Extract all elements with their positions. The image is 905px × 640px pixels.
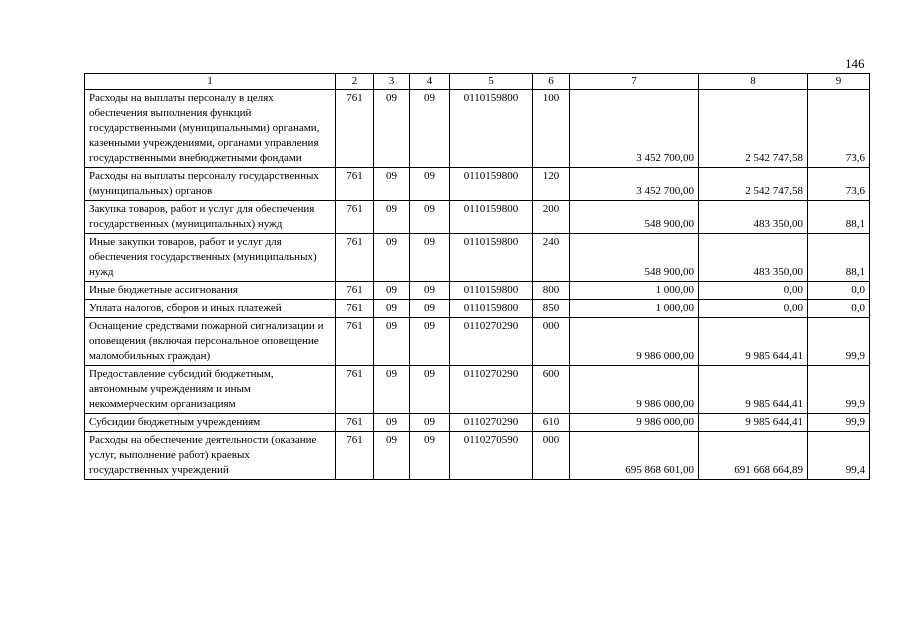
row-name-cell: Оснащение средствами пожарной сигнализации и оповещения (включая персональное оповещение маломобильных граждан) <box>85 318 336 366</box>
cell-code-6: 610 <box>533 414 570 432</box>
column-header: 5 <box>450 74 533 90</box>
cell-code-4: 09 <box>410 168 450 201</box>
cell-code-4: 09 <box>410 90 450 168</box>
table-row <box>85 234 870 282</box>
table-row <box>85 300 870 318</box>
table-body <box>85 90 870 480</box>
cell-planned-amount: 548 900,00 <box>570 201 699 234</box>
column-header: 6 <box>533 74 570 90</box>
column-header: 1 <box>85 74 336 90</box>
cell-code-5: 0110159800 <box>450 282 533 300</box>
table-row <box>85 366 870 414</box>
cell-code-2: 761 <box>336 168 374 201</box>
column-header: 9 <box>808 74 870 90</box>
column-header: 8 <box>699 74 808 90</box>
cell-code-5: 0110270290 <box>450 366 533 414</box>
cell-code-2: 761 <box>336 300 374 318</box>
cell-code-3: 09 <box>374 414 410 432</box>
cell-planned-amount: 9 986 000,00 <box>570 366 699 414</box>
cell-actual-amount: 0,00 <box>699 282 808 300</box>
budget-table <box>84 73 870 480</box>
cell-code-4: 09 <box>410 282 450 300</box>
cell-actual-amount: 2 542 747,58 <box>699 168 808 201</box>
cell-percent: 99,9 <box>808 366 870 414</box>
cell-code-4: 09 <box>410 201 450 234</box>
cell-actual-amount: 9 985 644,41 <box>699 414 808 432</box>
cell-actual-amount: 0,00 <box>699 300 808 318</box>
table-row <box>85 432 870 480</box>
cell-code-5: 0110159800 <box>450 234 533 282</box>
cell-code-4: 09 <box>410 366 450 414</box>
cell-actual-amount: 483 350,00 <box>699 201 808 234</box>
cell-code-4: 09 <box>410 414 450 432</box>
row-name-cell: Уплата налогов, сборов и иных платежей <box>85 300 336 318</box>
row-name-cell: Расходы на выплаты персоналу государственных (муниципальных) органов <box>85 168 336 201</box>
cell-percent: 73,6 <box>808 90 870 168</box>
cell-actual-amount: 9 985 644,41 <box>699 366 808 414</box>
cell-code-3: 09 <box>374 318 410 366</box>
cell-code-5: 0110159800 <box>450 168 533 201</box>
cell-code-5: 0110159800 <box>450 300 533 318</box>
row-name-cell: Расходы на обеспечение деятельности (оказание услуг, выполнение работ) краевых государственных учреждений <box>85 432 336 480</box>
table-row <box>85 201 870 234</box>
cell-planned-amount: 1 000,00 <box>570 282 699 300</box>
cell-code-5: 0110270590 <box>450 432 533 480</box>
cell-code-2: 761 <box>336 90 374 168</box>
cell-code-3: 09 <box>374 90 410 168</box>
cell-planned-amount: 548 900,00 <box>570 234 699 282</box>
cell-planned-amount: 3 452 700,00 <box>570 168 699 201</box>
cell-code-3: 09 <box>374 282 410 300</box>
cell-percent: 0,0 <box>808 300 870 318</box>
cell-planned-amount: 1 000,00 <box>570 300 699 318</box>
cell-code-2: 761 <box>336 318 374 366</box>
cell-percent: 88,1 <box>808 201 870 234</box>
cell-code-5: 0110270290 <box>450 414 533 432</box>
cell-percent: 99,9 <box>808 318 870 366</box>
cell-percent: 73,6 <box>808 168 870 201</box>
cell-planned-amount: 9 986 000,00 <box>570 318 699 366</box>
column-header: 7 <box>570 74 699 90</box>
cell-code-2: 761 <box>336 201 374 234</box>
cell-percent: 88,1 <box>808 234 870 282</box>
cell-code-5: 0110270290 <box>450 318 533 366</box>
cell-code-6: 800 <box>533 282 570 300</box>
cell-code-4: 09 <box>410 318 450 366</box>
cell-code-3: 09 <box>374 201 410 234</box>
cell-percent: 99,9 <box>808 414 870 432</box>
cell-code-4: 09 <box>410 234 450 282</box>
cell-code-4: 09 <box>410 432 450 480</box>
row-name-cell: Расходы на выплаты персоналу в целях обеспечения выполнения функций государственными (муниципальными) органами, казенными учреждениями, органами управления государственными внебюджетными фондами <box>85 90 336 168</box>
cell-planned-amount: 3 452 700,00 <box>570 90 699 168</box>
table-header-row <box>85 74 870 90</box>
cell-code-3: 09 <box>374 366 410 414</box>
cell-code-3: 09 <box>374 234 410 282</box>
row-name-cell: Иные закупки товаров, работ и услуг для обеспечения государственных (муниципальных) нужд <box>85 234 336 282</box>
cell-code-3: 09 <box>374 168 410 201</box>
cell-code-2: 761 <box>336 432 374 480</box>
row-name-cell: Закупка товаров, работ и услуг для обеспечения государственных (муниципальных) нужд <box>85 201 336 234</box>
cell-code-2: 761 <box>336 282 374 300</box>
cell-code-3: 09 <box>374 432 410 480</box>
table-row <box>85 318 870 366</box>
cell-code-6: 000 <box>533 318 570 366</box>
cell-code-6: 850 <box>533 300 570 318</box>
cell-code-2: 761 <box>336 414 374 432</box>
row-name-cell: Предоставление субсидий бюджетным, автономным учреждениям и иным некоммерческим организациям <box>85 366 336 414</box>
cell-code-6: 120 <box>533 168 570 201</box>
table-row <box>85 414 870 432</box>
cell-code-4: 09 <box>410 300 450 318</box>
cell-code-6: 600 <box>533 366 570 414</box>
cell-code-5: 0110159800 <box>450 90 533 168</box>
cell-actual-amount: 691 668 664,89 <box>699 432 808 480</box>
table-row <box>85 282 870 300</box>
cell-actual-amount: 2 542 747,58 <box>699 90 808 168</box>
page-number: 146 <box>845 56 865 71</box>
cell-code-5: 0110159800 <box>450 201 533 234</box>
cell-planned-amount: 695 868 601,00 <box>570 432 699 480</box>
cell-percent: 0,0 <box>808 282 870 300</box>
cell-code-6: 240 <box>533 234 570 282</box>
cell-percent: 99,4 <box>808 432 870 480</box>
cell-code-2: 761 <box>336 366 374 414</box>
row-name-cell: Субсидии бюджетным учреждениям <box>85 414 336 432</box>
table-row <box>85 168 870 201</box>
column-header: 3 <box>374 74 410 90</box>
row-name-cell: Иные бюджетные ассигнования <box>85 282 336 300</box>
cell-code-6: 200 <box>533 201 570 234</box>
cell-code-6: 100 <box>533 90 570 168</box>
cell-code-6: 000 <box>533 432 570 480</box>
cell-actual-amount: 9 985 644,41 <box>699 318 808 366</box>
cell-code-2: 761 <box>336 234 374 282</box>
cell-planned-amount: 9 986 000,00 <box>570 414 699 432</box>
cell-code-3: 09 <box>374 300 410 318</box>
column-header: 4 <box>410 74 450 90</box>
column-header: 2 <box>336 74 374 90</box>
table-row <box>85 90 870 168</box>
cell-actual-amount: 483 350,00 <box>699 234 808 282</box>
